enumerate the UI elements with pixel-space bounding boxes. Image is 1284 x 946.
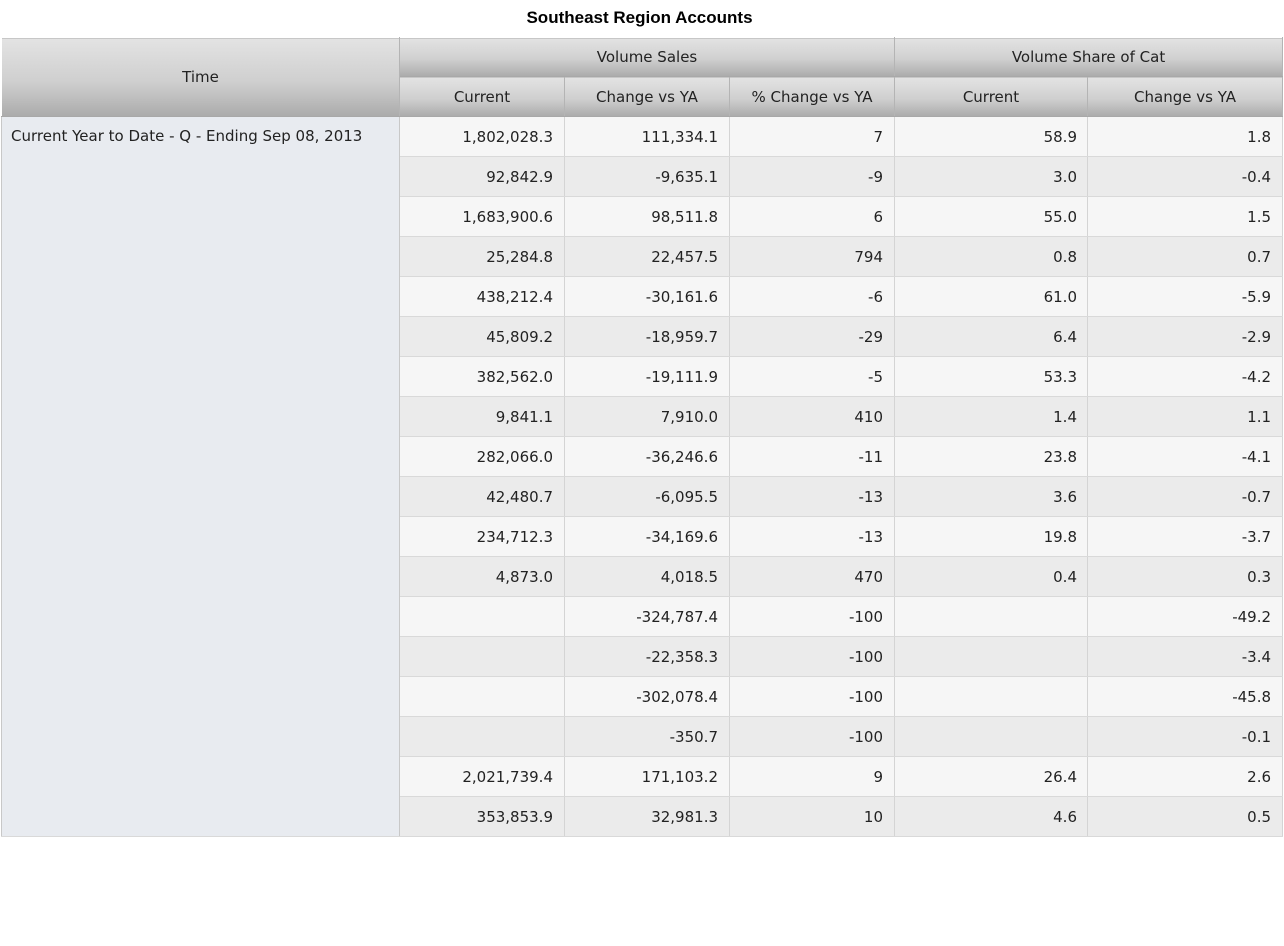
volume-sales-pct-change-cell: -100 — [730, 597, 895, 637]
table-body — [2, 117, 1283, 837]
volume-sales-current-cell: 382,562.0 — [400, 357, 565, 397]
volume-sales-change-cell: -22,358.3 — [565, 637, 730, 677]
volume-share-current-header[interactable]: Current — [895, 77, 1088, 117]
volume-sales-change-cell: 22,457.5 — [565, 237, 730, 277]
volume-sales-change-cell: -34,169.6 — [565, 517, 730, 557]
volume-share-change-cell: 1.5 — [1088, 197, 1283, 237]
volume-sales-pct-change-cell: -11 — [730, 437, 895, 477]
volume-sales-pct-change-cell: 470 — [730, 557, 895, 597]
volume-sales-pct-change-header[interactable]: % Change vs YA — [730, 77, 895, 117]
volume-share-current-cell: 0.8 — [895, 237, 1088, 277]
volume-sales-change-cell: 111,334.1 — [565, 117, 730, 157]
volume-sales-current-cell: 42,480.7 — [400, 477, 565, 517]
volume-sales-change-cell: 32,981.3 — [565, 797, 730, 837]
volume-sales-pct-change-cell: 6 — [730, 197, 895, 237]
volume-sales-change-cell: 4,018.5 — [565, 557, 730, 597]
volume-share-current-cell: 26.4 — [895, 757, 1088, 797]
volume-sales-pct-change-cell: -100 — [730, 637, 895, 677]
volume-sales-current-cell: 25,284.8 — [400, 237, 565, 277]
volume-share-current-cell: 55.0 — [895, 197, 1088, 237]
volume-sales-change-cell: 171,103.2 — [565, 757, 730, 797]
volume-sales-pct-change-cell: -100 — [730, 677, 895, 717]
time-column-header[interactable]: Time — [2, 38, 400, 117]
volume-share-change-cell: -5.9 — [1088, 277, 1283, 317]
table-row — [2, 117, 1283, 157]
volume-sales-pct-change-cell: -13 — [730, 477, 895, 517]
volume-share-current-cell: 6.4 — [895, 317, 1088, 357]
volume-share-current-cell: 1.4 — [895, 397, 1088, 437]
volume-sales-change-cell: -6,095.5 — [565, 477, 730, 517]
volume-sales-current-cell: 2,021,739.4 — [400, 757, 565, 797]
time-row-label: Current Year to Date - Q - Ending Sep 08, 2013 — [2, 117, 400, 837]
volume-share-change-cell: -0.1 — [1088, 717, 1283, 757]
volume-share-current-cell: 3.0 — [895, 157, 1088, 197]
volume-sales-current-cell: 282,066.0 — [400, 437, 565, 477]
volume-sales-pct-change-cell: 7 — [730, 117, 895, 157]
volume-sales-current-cell — [400, 597, 565, 637]
volume-sales-current-cell: 438,212.4 — [400, 277, 565, 317]
volume-sales-group-header[interactable]: Volume Sales — [400, 38, 895, 77]
volume-share-current-cell — [895, 597, 1088, 637]
volume-sales-pct-change-cell: -9 — [730, 157, 895, 197]
volume-sales-pct-change-cell: -29 — [730, 317, 895, 357]
volume-share-change-cell: -0.7 — [1088, 477, 1283, 517]
volume-share-current-cell: 61.0 — [895, 277, 1088, 317]
volume-share-current-cell: 4.6 — [895, 797, 1088, 837]
volume-sales-change-cell: -19,111.9 — [565, 357, 730, 397]
volume-share-change-cell: -4.2 — [1088, 357, 1283, 397]
volume-share-current-cell: 58.9 — [895, 117, 1088, 157]
volume-sales-current-cell: 9,841.1 — [400, 397, 565, 437]
volume-sales-current-cell — [400, 637, 565, 677]
volume-share-change-cell: -49.2 — [1088, 597, 1283, 637]
volume-sales-current-cell: 45,809.2 — [400, 317, 565, 357]
volume-share-current-cell: 0.4 — [895, 557, 1088, 597]
volume-share-change-cell: -4.1 — [1088, 437, 1283, 477]
volume-share-change-cell: 0.5 — [1088, 797, 1283, 837]
volume-share-change-cell: -0.4 — [1088, 157, 1283, 197]
volume-share-current-cell: 19.8 — [895, 517, 1088, 557]
volume-sales-current-cell: 1,683,900.6 — [400, 197, 565, 237]
volume-sales-pct-change-cell: -6 — [730, 277, 895, 317]
volume-sales-change-cell: -302,078.4 — [565, 677, 730, 717]
pivot-table — [1, 37, 1283, 837]
volume-share-current-cell: 3.6 — [895, 477, 1088, 517]
volume-sales-current-cell: 234,712.3 — [400, 517, 565, 557]
volume-sales-current-cell: 1,802,028.3 — [400, 117, 565, 157]
volume-sales-pct-change-cell: 410 — [730, 397, 895, 437]
volume-sales-change-cell: -324,787.4 — [565, 597, 730, 637]
volume-sales-change-header[interactable]: Change vs YA — [565, 77, 730, 117]
volume-share-change-cell: -3.7 — [1088, 517, 1283, 557]
report-title: Southeast Region Accounts — [526, 8, 753, 27]
volume-sales-current-cell: 353,853.9 — [400, 797, 565, 837]
volume-sales-change-cell: -36,246.6 — [565, 437, 730, 477]
volume-sales-change-cell: -18,959.7 — [565, 317, 730, 357]
volume-share-change-cell: 1.8 — [1088, 117, 1283, 157]
volume-sales-current-cell: 92,842.9 — [400, 157, 565, 197]
volume-share-group-header[interactable]: Volume Share of Cat — [895, 38, 1283, 77]
volume-share-current-cell — [895, 677, 1088, 717]
volume-sales-change-cell: -9,635.1 — [565, 157, 730, 197]
volume-sales-change-cell: 7,910.0 — [565, 397, 730, 437]
volume-share-change-cell: -3.4 — [1088, 637, 1283, 677]
volume-share-current-cell — [895, 717, 1088, 757]
volume-sales-current-cell: 4,873.0 — [400, 557, 565, 597]
volume-sales-change-cell: -350.7 — [565, 717, 730, 757]
volume-sales-current-header[interactable]: Current — [400, 77, 565, 117]
volume-share-change-cell: -2.9 — [1088, 317, 1283, 357]
volume-share-current-cell: 53.3 — [895, 357, 1088, 397]
volume-share-current-cell — [895, 637, 1088, 677]
volume-share-change-cell: 1.1 — [1088, 397, 1283, 437]
volume-sales-pct-change-cell: 794 — [730, 237, 895, 277]
volume-share-change-header[interactable]: Change vs YA — [1088, 77, 1283, 117]
volume-sales-change-cell: -30,161.6 — [565, 277, 730, 317]
volume-sales-current-cell — [400, 717, 565, 757]
volume-share-change-cell: -45.8 — [1088, 677, 1283, 717]
volume-sales-change-cell: 98,511.8 — [565, 197, 730, 237]
volume-share-change-cell: 0.3 — [1088, 557, 1283, 597]
volume-sales-pct-change-cell: -5 — [730, 357, 895, 397]
volume-share-current-cell: 23.8 — [895, 437, 1088, 477]
volume-sales-pct-change-cell: 9 — [730, 757, 895, 797]
volume-sales-pct-change-cell: 10 — [730, 797, 895, 837]
volume-share-change-cell: 0.7 — [1088, 237, 1283, 277]
volume-share-change-cell: 2.6 — [1088, 757, 1283, 797]
volume-sales-pct-change-cell: -100 — [730, 717, 895, 757]
volume-sales-pct-change-cell: -13 — [730, 517, 895, 557]
volume-sales-current-cell — [400, 677, 565, 717]
